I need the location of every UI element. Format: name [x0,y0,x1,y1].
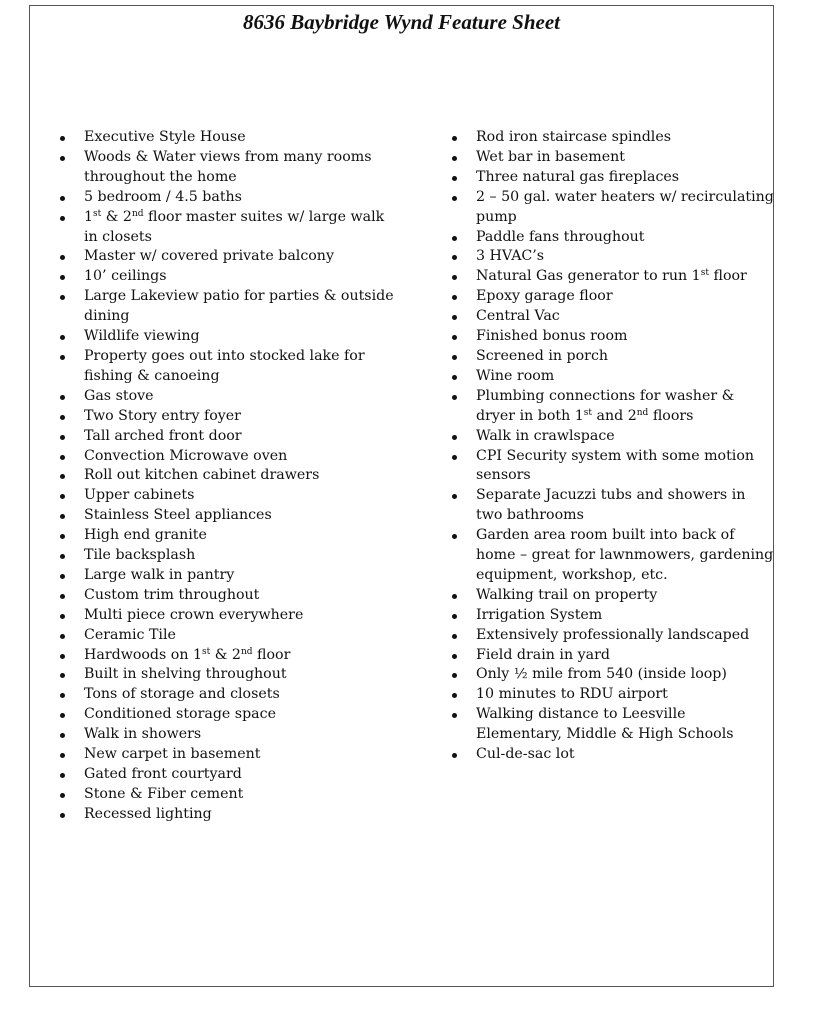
feature-item [476,586,774,606]
feature-item [84,208,402,248]
bullet-icon [60,534,65,539]
feature-text: Convection Microwave oven [84,447,288,464]
feature-item [84,526,402,546]
bullet-icon [60,216,65,221]
feature-text: Large Lakeview patio for parties & outside dining [84,288,394,325]
feature-text: Extensively professionally landscaped [476,626,750,643]
feature-item [476,247,774,267]
bullet-icon [452,255,457,260]
feature-item [476,287,774,307]
feature-item [84,148,402,188]
bullet-icon [60,733,65,738]
bullet-icon [60,673,65,678]
feature-text: Built in shelving throughout [84,666,287,683]
feature-text: 5 bedroom / 4.5 baths [84,188,242,205]
bullet-icon [60,255,65,260]
bullet-icon [60,773,65,778]
feature-item [84,287,402,327]
feature-item [476,646,774,666]
bullet-icon [452,435,457,440]
feature-item [84,247,402,267]
feature-text: Only ½ mile from 540 (inside loop) [476,666,727,683]
feature-item [84,427,402,447]
feature-text: Property goes out into stocked lake for fishing & canoeing [84,347,365,384]
feature-item [476,228,774,248]
feature-item [84,466,402,486]
feature-item [84,586,402,606]
feature-item [476,168,774,188]
feature-item [84,665,402,685]
feature-text: Irrigation System [476,606,603,623]
feature-item [84,745,402,765]
feature-item [476,486,774,526]
feature-item [84,725,402,745]
feature-text: Central Vac [476,308,560,325]
feature-item [476,606,774,626]
feature-item [84,267,402,287]
bullet-icon [60,614,65,619]
bullet-icon [452,713,457,718]
feature-item [84,606,402,626]
feature-text: Roll out kitchen cabinet drawers [84,467,320,484]
feature-item [84,447,402,467]
feature-text: Paddle fans throughout [476,228,645,245]
feature-text: 1st & 2nd floor master suites w/ large walk in closets [84,208,385,245]
bullet-icon [60,494,65,499]
feature-text: Large walk in pantry [84,566,235,583]
feature-text: Custom trim throughout [84,586,260,603]
feature-text: Field drain in yard [476,646,610,663]
bullet-icon [452,355,457,360]
bullet-icon [452,395,457,400]
feature-item [84,646,402,666]
bullet-icon [452,315,457,320]
bullet-icon [60,355,65,360]
feature-item [84,546,402,566]
bullet-icon [60,574,65,579]
bullet-icon [60,594,65,599]
feature-text: Separate Jacuzzi tubs and showers in two bathrooms [476,487,746,524]
feature-item [84,407,402,427]
feature-text: High end granite [84,527,207,544]
feature-text: Ceramic Tile [84,626,176,643]
feature-text: 10’ ceilings [84,268,167,285]
bullet-icon [452,375,457,380]
features-list-right [476,128,774,765]
feature-item [476,526,774,586]
feature-item [84,387,402,407]
bullet-icon [60,136,65,141]
feature-text: Rod iron staircase spindles [476,129,672,145]
bullet-icon [60,654,65,659]
bullet-icon [452,156,457,161]
feature-item [476,188,774,228]
feature-item [476,347,774,367]
feature-item [84,566,402,586]
feature-text: Walk in showers [84,726,202,743]
feature-text: Two Story entry foyer [84,407,241,424]
feature-text: Wine room [476,367,555,384]
feature-text: Stainless Steel appliances [84,507,272,524]
feature-text: New carpet in basement [84,746,261,763]
feature-item [476,367,774,387]
feature-item [476,447,774,487]
bullet-icon [452,614,457,619]
bullet-icon [60,156,65,161]
feature-item [84,805,402,825]
feature-sheet-page [29,5,774,987]
bullet-icon [452,673,457,678]
feature-item [476,267,774,287]
feature-item [84,506,402,526]
bullet-icon [452,275,457,280]
bullet-icon [60,634,65,639]
feature-item [476,427,774,447]
feature-item [476,745,774,765]
feature-item [84,327,402,347]
feature-text: Recessed lighting [84,805,212,822]
feature-item [84,705,402,725]
feature-item [476,387,774,427]
feature-item [84,626,402,646]
bullet-icon [60,275,65,280]
feature-text: Cul-de-sac lot [476,746,575,763]
feature-text: Three natural gas fireplaces [476,168,680,185]
feature-item [476,128,774,148]
bullet-icon [452,693,457,698]
bullet-icon [452,594,457,599]
feature-text: Garden area room built into back of home – great for lawnmowers, gardening equipment, workshop, etc. [476,527,774,583]
bullet-icon [60,295,65,300]
feature-item [476,626,774,646]
feature-item [84,765,402,785]
bullet-icon [60,693,65,698]
bullet-icon [60,713,65,718]
feature-text: Conditioned storage space [84,706,276,723]
feature-item [84,685,402,705]
bullet-icon [452,335,457,340]
feature-item [84,188,402,208]
feature-item [476,665,774,685]
bullet-icon [452,753,457,758]
bullet-icon [60,335,65,340]
feature-text: Walking distance to Leesville Elementary, Middle & High Schools [476,706,734,743]
feature-item [476,307,774,327]
bullet-icon [452,634,457,639]
page-title: 8636 Baybridge Wynd Feature Sheet [243,10,560,34]
feature-item [476,327,774,347]
bullet-icon [60,474,65,479]
bullet-icon [452,455,457,460]
feature-item [476,705,774,745]
bullet-icon [60,514,65,519]
bullet-icon [60,793,65,798]
bullet-icon [60,196,65,201]
bullet-icon [452,196,457,201]
feature-text: CPI Security system with some motion sensors [476,447,755,484]
bullet-icon [452,295,457,300]
features-list-left [84,128,402,825]
bullet-icon [452,654,457,659]
feature-text: 10 minutes to RDU airport [476,686,668,703]
feature-item [84,347,402,387]
bullet-icon [452,494,457,499]
feature-text: Stone & Fiber cement [84,785,244,802]
feature-text: Master w/ covered private balcony [84,248,334,265]
feature-text: Hardwoods on 1st & 2nd floor [84,646,291,663]
feature-text: Wildlife viewing [84,328,200,345]
feature-text: Executive Style House [84,129,246,145]
bullet-icon [60,415,65,420]
feature-text: 3 HVAC’s [476,248,545,265]
feature-item [84,486,402,506]
bullet-icon [60,753,65,758]
feature-text: Wet bar in basement [476,148,625,165]
bullet-icon [452,534,457,539]
feature-text: Epoxy garage floor [476,288,613,305]
feature-item [476,685,774,705]
feature-text: Tile backsplash [84,547,196,564]
feature-text: Screened in porch [476,347,609,364]
bullet-icon [60,395,65,400]
bullet-icon [60,455,65,460]
bullet-icon [60,435,65,440]
bullet-icon [452,176,457,181]
feature-item [84,785,402,805]
bullet-icon [452,136,457,141]
feature-text: Walking trail on property [476,586,658,603]
feature-text: Finished bonus room [476,328,628,345]
feature-text: Tall arched front door [84,427,242,444]
feature-text: Gas stove [84,387,154,404]
feature-text: 2 – 50 gal. water heaters w/ recirculating pump [476,188,774,225]
feature-text: Gated front courtyard [84,766,242,782]
feature-item [476,148,774,168]
feature-item [84,128,402,148]
feature-text: Walk in crawlspace [476,427,615,444]
bullet-icon [452,236,457,241]
feature-text: Upper cabinets [84,487,195,504]
bullet-icon [60,813,65,818]
feature-text: Plumbing connections for washer & dryer in both 1st and 2nd floors [476,387,735,424]
feature-text: Natural Gas generator to run 1st floor [476,268,747,285]
feature-text: Tons of storage and closets [84,686,280,703]
feature-text: Woods & Water views from many rooms throughout the home [84,148,372,185]
bullet-icon [60,554,65,559]
feature-text: Multi piece crown everywhere [84,606,304,623]
